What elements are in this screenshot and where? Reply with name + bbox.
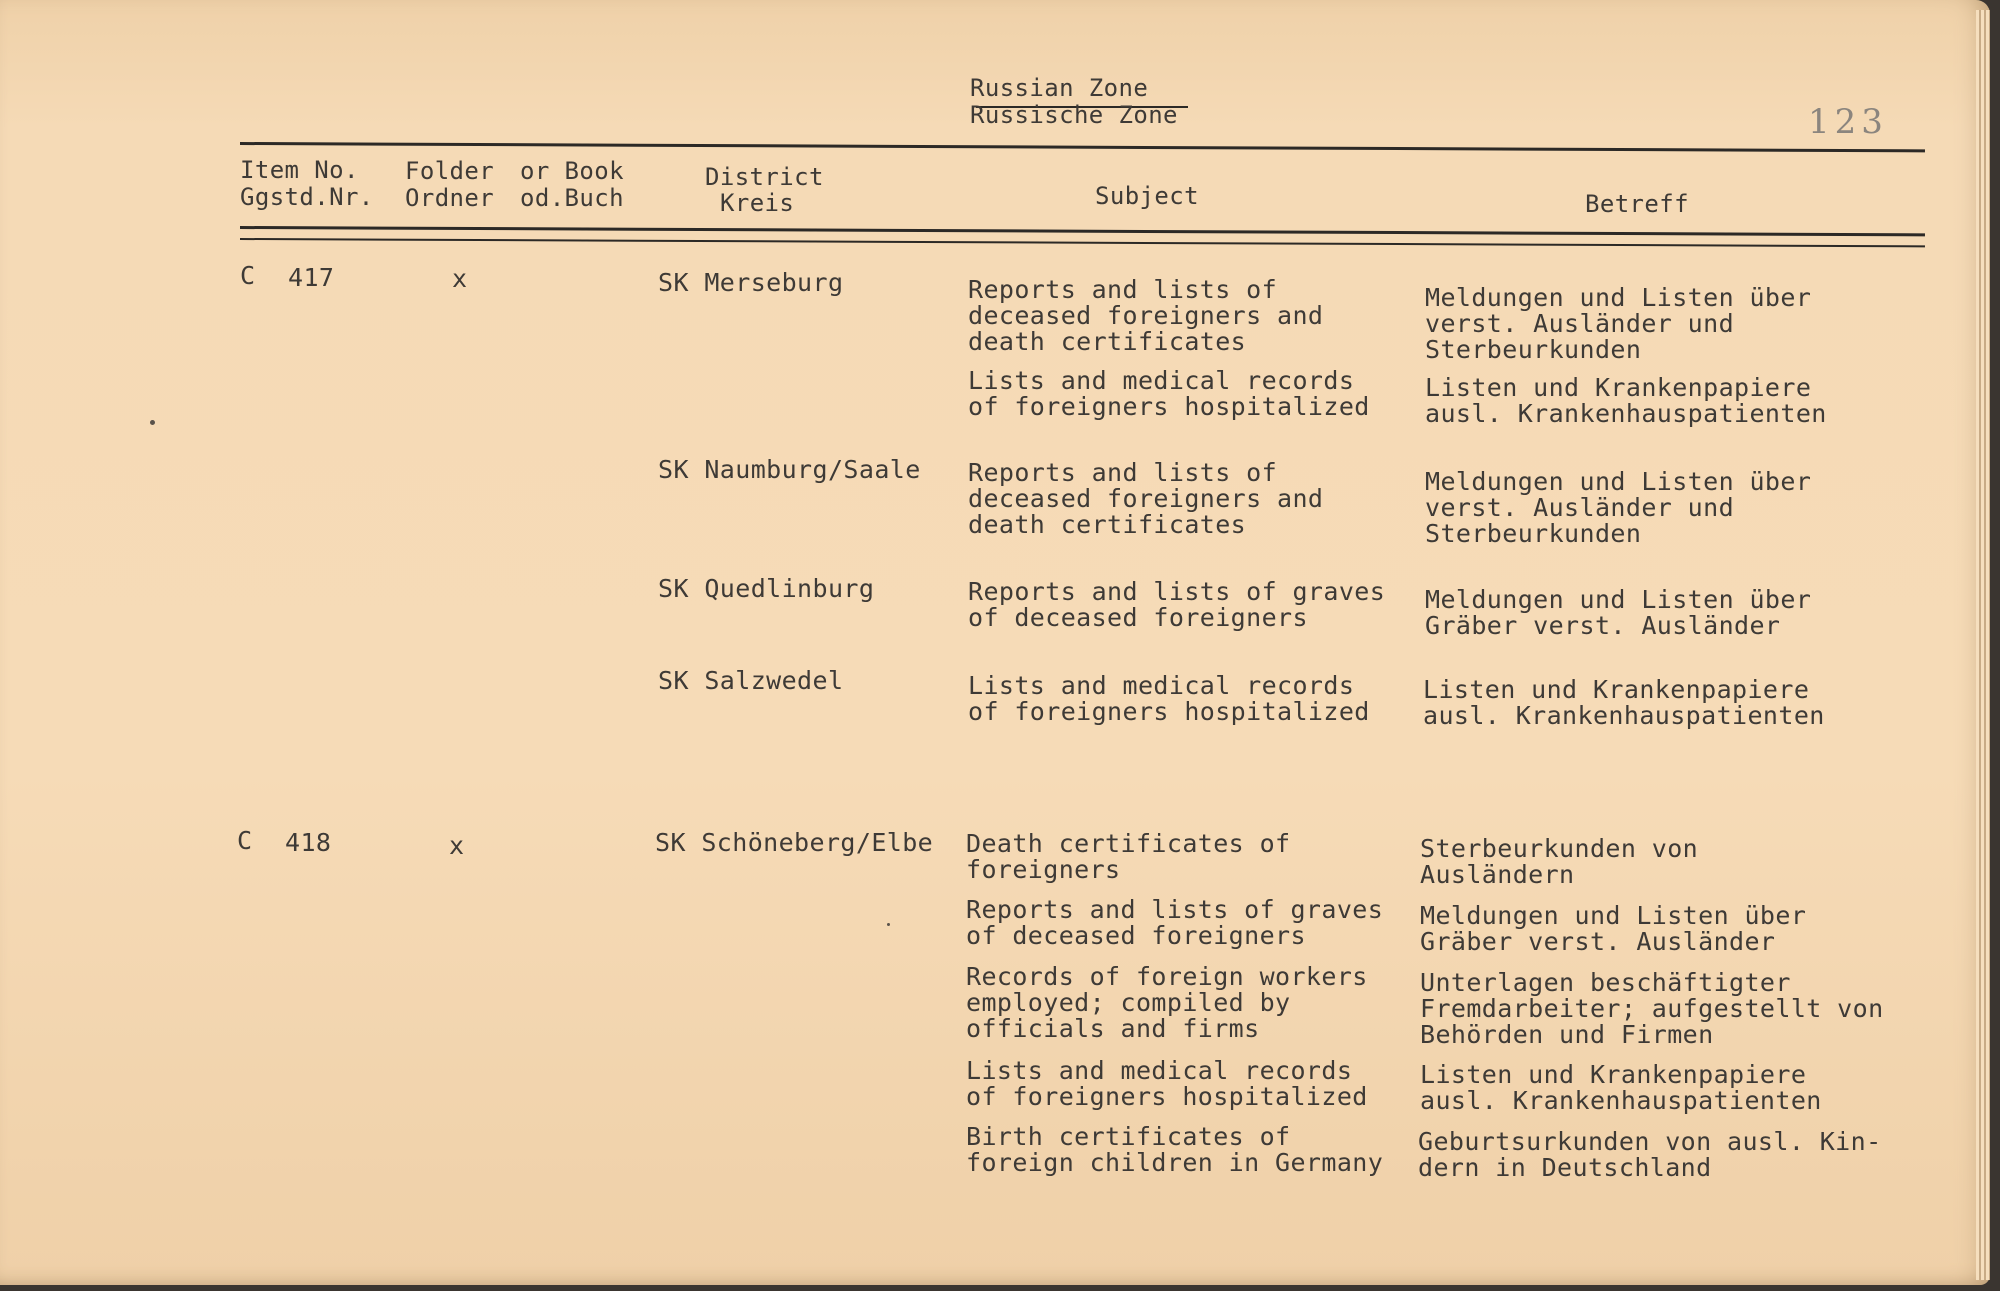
item-prefix: C <box>237 826 253 855</box>
betreff-cell: Meldungen und Listen über verst. Ausländer und Sterbeurkunden <box>1425 467 1812 548</box>
district: SK Quedlinburg <box>658 574 875 603</box>
item-number: 418 <box>285 828 332 857</box>
col-item-de: Ggstd.Nr. <box>240 183 374 211</box>
subject-cell: Reports and lists of deceased foreigners and death certificates <box>968 275 1324 356</box>
header-top-rule <box>240 142 1925 152</box>
page-number: 123 <box>1808 102 1888 142</box>
subject-cell: Lists and medical records of foreigners hospitalized <box>968 366 1370 421</box>
betreff-cell: Listen und Krankenpapiere ausl. Krankenhauspatienten <box>1420 1060 1822 1115</box>
zone-title-de: Russische Zone <box>970 101 1178 129</box>
paper-speck <box>887 923 890 926</box>
subject-cell: Reports and lists of graves of deceased foreigners <box>968 577 1386 632</box>
col-betreff: Betreff <box>1585 190 1689 218</box>
betreff-cell: Meldungen und Listen über Gräber verst. Ausländer <box>1425 585 1812 640</box>
col-item-en: Item No. <box>240 156 359 184</box>
col-folder-de: Ordner <box>405 184 495 212</box>
subject-cell: Birth certificates of foreign children in Germany <box>966 1122 1384 1177</box>
subject-cell: Lists and medical records of foreigners hospitalized <box>966 1056 1368 1111</box>
district: SK Naumburg/Saale <box>658 455 921 484</box>
header-bottom-rule-1 <box>240 226 1925 236</box>
betreff-cell: Meldungen und Listen über Gräber verst. Ausländer <box>1420 901 1807 956</box>
header-bottom-rule-2 <box>240 238 1925 247</box>
item-prefix: C <box>240 261 256 290</box>
col-subject: Subject <box>1095 182 1199 210</box>
betreff-cell: Meldungen und Listen über verst. Ausländer und Sterbeurkunden <box>1425 283 1812 364</box>
district: SK Schöneberg/Elbe <box>655 828 934 857</box>
subject-cell: Records of foreign workers employed; compiled by officials and firms <box>966 962 1368 1043</box>
col-district-de: Kreis <box>720 189 795 217</box>
betreff-cell: Geburtsurkunden von ausl. Kin- dern in Deutschland <box>1418 1127 1882 1182</box>
col-district-en: District <box>705 163 824 191</box>
folder-mark: x <box>449 831 465 860</box>
folder-mark: x <box>452 264 468 293</box>
page-edge <box>1976 10 1990 1280</box>
subject-cell: Lists and medical records of foreigners hospitalized <box>968 671 1370 726</box>
col-book-en: or Book <box>520 157 624 185</box>
paper-speck <box>150 420 155 425</box>
col-folder-en: Folder <box>405 157 495 185</box>
betreff-cell: Listen und Krankenpapiere ausl. Krankenhauspatienten <box>1423 675 1825 730</box>
subject-cell: Reports and lists of deceased foreigners and death certificates <box>968 458 1324 539</box>
col-book-de: od.Buch <box>520 184 624 212</box>
subject-cell: Death certificates of foreigners <box>966 829 1291 884</box>
subject-cell: Reports and lists of graves of deceased foreigners <box>966 895 1384 950</box>
district: SK Merseburg <box>658 268 844 297</box>
district: SK Salzwedel <box>658 666 844 695</box>
zone-title-en: Russian Zone <box>970 74 1149 102</box>
betreff-cell: Listen und Krankenpapiere ausl. Krankenhauspatienten <box>1425 373 1827 428</box>
item-number: 417 <box>288 263 335 292</box>
betreff-cell: Unterlagen beschäftigter Fremdarbeiter; aufgestellt von Behörden und Firmen <box>1420 968 1884 1049</box>
betreff-cell: Sterbeurkunden von Ausländern <box>1420 834 1699 889</box>
